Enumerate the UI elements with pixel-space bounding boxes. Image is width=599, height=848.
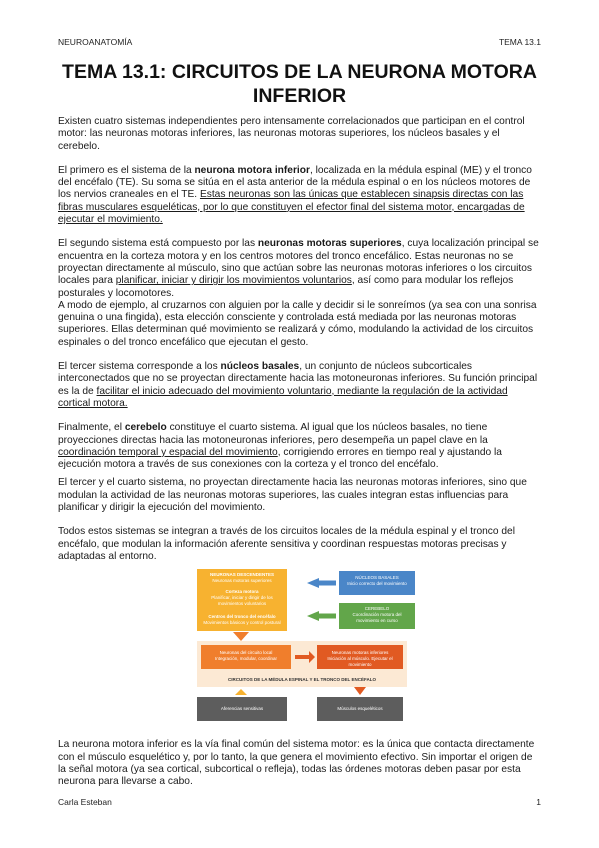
cerebellum-sub: Coordinación motora del movimiento en curso <box>352 612 402 623</box>
text-span: Finalmente, el <box>58 422 125 434</box>
upper-title: NEURONAS DESCENDENTES <box>209 572 274 578</box>
cerebellum-title: CEREBELO <box>364 606 390 612</box>
paragraph-basal-nuclei <box>58 361 540 410</box>
text-span: , así como para modular los reflejos posturales y locomotores. <box>58 275 514 299</box>
arrow-down-icon <box>354 687 366 695</box>
underlined-text: coordinación temporal y espacial del movimiento <box>58 446 278 458</box>
underlined-text: planificar, iniciar y dirigir los movimientos voluntarios <box>115 275 352 287</box>
circuit-label: CIRCUITOS DE LA MÉDULA ESPINAL Y EL TRONCO DEL ENCÉFALO <box>228 677 376 683</box>
lower-title: Neuronas motoras inferiores <box>331 650 389 656</box>
footer-page-number: 1 <box>536 797 541 807</box>
arrow-up-icon <box>235 689 247 695</box>
diagram-svg <box>149 569 449 729</box>
text-span: El tercer sistema corresponde a los <box>58 361 221 373</box>
arrow-shaft <box>319 614 336 619</box>
arrow-down-icon <box>233 632 249 641</box>
text-span: , localizada en la médula espinal (ME) y el tronco del encéfalo (TE). Su soma se sitúa en el asta anterior de la médula espinal o en los núcleos motores de los nervios craneales en el TE. <box>58 164 532 201</box>
arrow-shaft <box>319 581 336 586</box>
cortex-title: Corteza motora <box>225 589 259 595</box>
paragraph-modulation: El tercer y el cuarto sistema, no proyectan directamente hacia las neuronas motoras inferiores, sino que modulan la actividad de las neuronas motoras superiores, las cuales integran estas influencias para planificar y dirigir la ejecución del movimiento. <box>58 477 527 514</box>
bold-term: neuronas motoras superiores <box>257 238 402 250</box>
motor-system-diagram <box>149 569 449 729</box>
cortex-sub: Planificar, iniciar y dirigir de los movimientos voluntarios <box>211 595 273 606</box>
footer-author: Carla Esteban <box>58 797 112 807</box>
underlined-text: facilitar el inicio adecuado del movimiento voluntario, mediante la regulación de la actividad cortical motora. <box>58 385 508 409</box>
bold-term: cerebelo <box>124 422 167 434</box>
text-span: , corrigiendo errores en tiempo real y ajustando la ejecución motora a través de sus conexiones con la corteza y el tronco del encéfalo. <box>58 446 502 471</box>
arrow-left-icon <box>307 611 319 621</box>
text-span: El segundo sistema está compuesto por las <box>58 238 258 250</box>
header-left: NEUROANATOMÍA <box>58 37 133 47</box>
brainstem-title: Centros del tronco del encéfalo <box>208 614 276 620</box>
local-sub: Integración, modular, coordinar <box>214 656 278 662</box>
header-right: TEMA 13.1 <box>498 37 541 47</box>
paragraph-example: A modo de ejemplo, al cruzarnos con alguien por la calle y decidir si le sonreímos (ya sea con una sonrisa genuina o una fingida), esta elección consciente y controlada está mediada por las neuronas motoras superiores. Ellas determinan qué movimiento se realizará y cómo, modulando la actividad de los circuitos espinales o del tronco encefálico que ejecutan el gesto. <box>58 299 537 348</box>
local-title: Neuronas del circuito local <box>219 650 273 656</box>
paragraph-upper-motor-neuron <box>58 238 540 299</box>
page-title: TEMA 13.1: CIRCUITOS DE LA NEURONA MOTORA INFERIOR <box>62 61 537 107</box>
basal-title: NÚCLEOS BASALES <box>355 575 399 581</box>
underlined-text: Estas neuronas son las únicas que establecen sinapsis directas con las fibras musculares esqueléticas, por lo que constituyen el efector final del sistema motor, encargadas de ejecutar el movimiento. <box>58 189 525 226</box>
brainstem-sub: Movimientos básicos y control postural <box>203 620 281 626</box>
afferent-label: Aferencias sensitivas <box>220 706 264 712</box>
muscles-label: Músculos esqueléticos <box>337 706 383 712</box>
bold-term: núcleos basales <box>220 361 300 373</box>
basal-sub: Inicio correcto del movimiento <box>347 581 407 587</box>
document-body <box>58 116 540 788</box>
text-span: , cuya localización principal se encuentra en la corteza motora y en los centros motores del tronco encefálico. Estas neuronas no se proyectan directamente al músculo, sino que actúan sobre las neuronas motoras inferiores o los circuitos locales para <box>58 238 539 287</box>
text-span: constituye el cuarto sistema. Al igual que los núcleos basales, no tiene proyecciones directas hacia las motoneuronas inferiores, pero desempeña un papel clave en la <box>58 422 488 446</box>
text-span: , un conjunto de núcleos subcorticales interconectados que no se proyectan directamente hacia las motoneuronas inferiores. Su función principal es la de <box>58 361 538 397</box>
bold-term: neurona motora inferior <box>194 164 310 176</box>
paragraph-final-common-pathway: La neurona motora inferior es la vía final común del sistema motor: es la única que contacta directamente con el músculo esquelético y, por lo tanto, la que genera el movimiento efectivo. Sin importar el origen de la señal motora (ya sea cortical, subcortical o refleja), todas las órdenes motoras deben pasar por esta neurona para llevarse a cabo. <box>58 739 535 788</box>
paragraph-lower-motor-neuron <box>58 165 540 226</box>
paragraph-cerebellum <box>58 422 540 471</box>
upper-sub: Neuronas motoras superiores <box>212 578 272 584</box>
paragraph-integration: Todos estos sistemas se integran a través de los circuitos locales de la médula espinal y el tronco del encéfalo, que modulan la información aferente sensitiva y coordinan respuestas motoras precisas y adaptadas al entorno. <box>58 526 515 562</box>
paragraph-intro: Existen cuatro sistemas independientes pero intensamente correlacionados que participan en el control motor: las neuronas motoras inferiores, las neuronas motoras superiores, los núcleos basales y el cerebelo. <box>58 116 525 152</box>
lower-sub: Iniciación al músculo. Ejecutar el movimiento <box>327 656 393 667</box>
text-span: El primero es el sistema de la <box>58 164 195 176</box>
arrow-left-icon <box>307 578 319 588</box>
